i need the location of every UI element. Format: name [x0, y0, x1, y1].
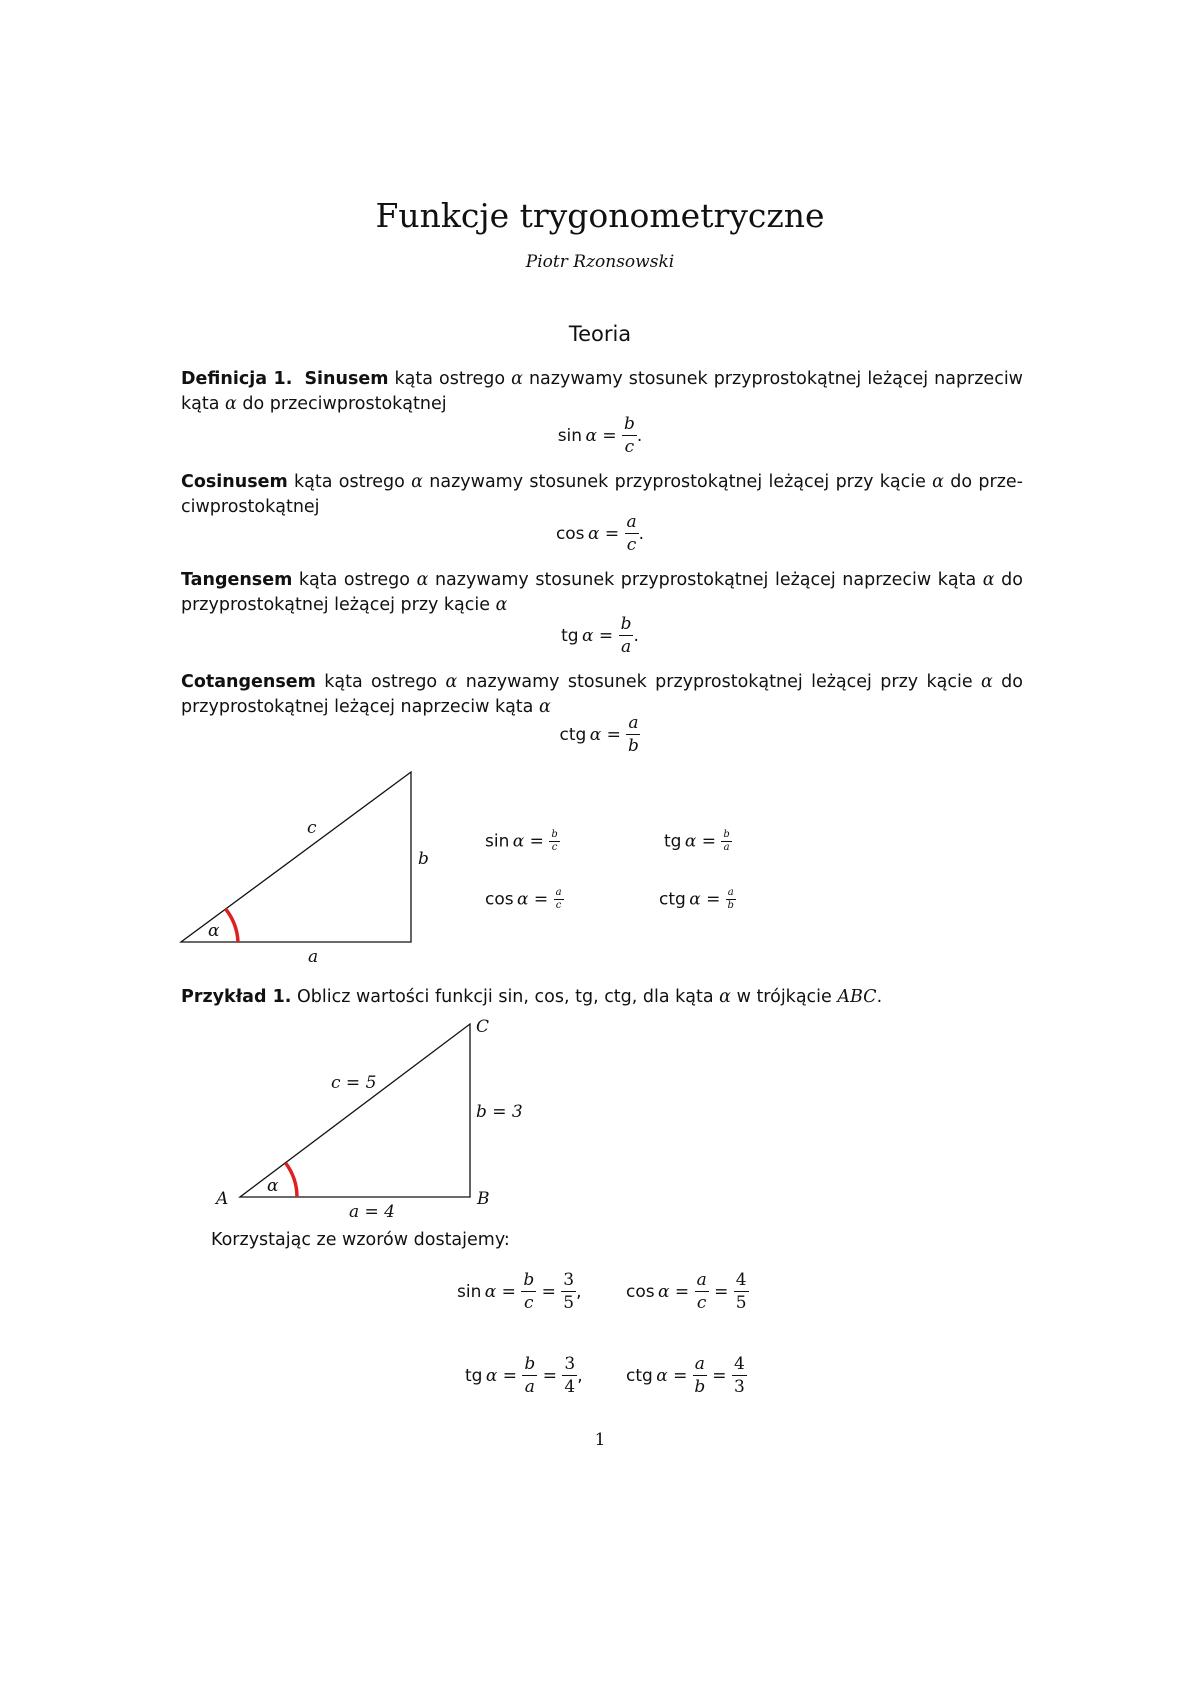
fraction — [549, 830, 559, 853]
triangle-2 — [214, 1017, 523, 1222]
text: kąta ostrego — [287, 472, 412, 492]
num: 3 — [563, 1270, 575, 1290]
den: c — [626, 535, 637, 555]
num: b — [620, 614, 632, 634]
text: kąta ostrego — [388, 369, 512, 389]
term-sinus: Sinusem — [304, 369, 389, 389]
num: b — [523, 1270, 535, 1290]
num: a — [727, 887, 734, 898]
summary-tg — [664, 830, 732, 853]
text: kąta ostrego — [315, 672, 446, 692]
num: a — [696, 1270, 707, 1290]
vertex-b: B — [477, 1189, 490, 1209]
term-tangens: Tangensem — [181, 570, 293, 590]
end: . — [638, 524, 645, 544]
den: b — [627, 736, 639, 756]
eq: = — [598, 626, 614, 646]
fraction — [521, 1272, 536, 1312]
fraction — [732, 1356, 747, 1396]
var: α — [656, 1366, 668, 1386]
result-ctg: ctg α = $\frac{a}{b}$ = $\frac{4}{3}$ — [626, 1354, 745, 1397]
den: a — [524, 1377, 535, 1397]
fraction — [693, 1356, 707, 1396]
alpha: α — [225, 394, 237, 414]
num: a — [628, 713, 639, 733]
page-number: 1 — [594, 1430, 606, 1450]
eq: = — [604, 524, 620, 544]
definition-label: Definicja 1. — [181, 369, 293, 389]
angle-arc — [286, 1163, 297, 1197]
summary-sin — [485, 830, 560, 853]
fn: tg — [561, 626, 579, 646]
fraction — [734, 1272, 749, 1312]
alpha: α — [538, 697, 551, 717]
text: Oblicz wartości funkcji sin, cos, tg, ctg, dla kąta — [291, 987, 720, 1007]
text: do przyprostokątnej leżącej naprzeciw kąta — [181, 672, 1023, 717]
num: b — [524, 1354, 536, 1374]
text: nazywamy stosunek przyprostokątnej leżącej przy kącie — [457, 672, 981, 692]
eq: = — [602, 426, 617, 446]
fn: sin — [457, 1282, 482, 1302]
author: Piotr Rzonsowski — [525, 252, 675, 272]
term-cosinus: Cosinusem — [181, 472, 288, 492]
text: kąta ostrego — [292, 570, 417, 590]
label-b: b — [418, 849, 429, 869]
var: α — [582, 626, 594, 646]
den: c — [555, 900, 562, 911]
label-a: a — [308, 947, 319, 967]
fraction — [522, 1356, 537, 1396]
alpha: α — [980, 672, 993, 692]
num: b — [624, 414, 635, 434]
num: a — [694, 1354, 705, 1374]
angle-arc — [226, 909, 238, 942]
vertex-c: C — [476, 1017, 490, 1037]
text: . — [876, 987, 883, 1007]
triangle-1 — [181, 772, 429, 967]
den: c — [696, 1293, 707, 1313]
den: 5 — [563, 1293, 575, 1313]
num: b — [723, 829, 730, 840]
num: b — [551, 829, 558, 840]
text: do przeciwprostokątnej — [236, 394, 447, 414]
alpha: α — [411, 472, 423, 492]
fraction — [695, 1272, 709, 1312]
end: . — [636, 426, 643, 446]
den: a — [620, 637, 632, 657]
eq: = — [529, 831, 544, 852]
eq: = — [706, 889, 721, 910]
text: do przyprostokątnej leżącej przy kącie — [181, 570, 1023, 615]
fn: cos — [485, 889, 514, 910]
var: α — [585, 426, 597, 446]
var: α — [587, 524, 600, 544]
fn: sin — [485, 831, 510, 852]
label-a-4: a = 4 — [349, 1202, 396, 1222]
num: 3 — [564, 1354, 576, 1374]
fraction — [721, 830, 731, 853]
text: w trójkącie — [731, 987, 838, 1007]
var: α — [484, 1282, 497, 1302]
den: b — [694, 1377, 706, 1397]
fn: tg — [465, 1366, 483, 1386]
fn: cos — [555, 524, 585, 544]
alpha: α — [511, 369, 523, 389]
fraction — [561, 1272, 576, 1312]
text: nazywamy stosunek przyprostokątnej leżącej naprzeciw kąta — [428, 570, 983, 590]
summary-ctg — [659, 888, 736, 911]
label-alpha: α — [267, 1176, 279, 1196]
example-intro: Korzystając ze wzorów dostajemy: — [211, 1230, 510, 1250]
eq: = — [606, 725, 621, 745]
label-b-3: b = 3 — [476, 1102, 523, 1122]
label-c-5: c = 5 — [331, 1073, 377, 1093]
var: α — [485, 1366, 498, 1386]
result-tg: tg α = $\frac{b}{a}$ = $\frac{3}{4}$ , — [465, 1354, 583, 1397]
document-title: Funkcje trygonometryczne — [375, 196, 825, 235]
var: α — [689, 889, 701, 910]
fn: tg — [664, 831, 682, 852]
section-title: Teoria — [568, 322, 632, 346]
triangle-2-shape — [240, 1024, 470, 1197]
text: do przeciwprostokątnej — [181, 472, 1023, 517]
fraction — [554, 888, 564, 911]
text: nazywamy stosunek przyprostokątnej leżącej naprzeciw kąta — [181, 369, 1023, 414]
var: α — [684, 831, 697, 852]
label-c: c — [307, 818, 317, 838]
summary-cos — [485, 888, 564, 911]
alpha: α — [932, 472, 944, 492]
alpha: α — [719, 987, 731, 1007]
den: c — [624, 437, 635, 457]
end: . — [633, 626, 639, 646]
fraction — [562, 1356, 577, 1396]
triangle-1-shape — [181, 772, 411, 942]
triangle-name: ABC — [837, 987, 877, 1007]
num: 4 — [733, 1354, 745, 1374]
alpha: α — [445, 672, 458, 692]
eq: = — [701, 831, 717, 852]
den: a — [723, 842, 730, 853]
result-cos: cos α = $\frac{a}{c}$ = $\frac{4}{5}$ — [626, 1270, 747, 1313]
den: 3 — [733, 1377, 745, 1397]
example-label: Przykład 1. — [181, 987, 292, 1007]
sep: , — [577, 1366, 583, 1386]
den: 4 — [564, 1377, 576, 1397]
fn: ctg — [626, 1366, 653, 1386]
fn: ctg — [559, 725, 587, 745]
fraction — [726, 888, 736, 911]
num: a — [626, 512, 637, 532]
var: α — [517, 889, 529, 910]
result-sin: sin α = $\frac{b}{c}$ = $\frac{3}{5}$ , — [457, 1270, 582, 1313]
alpha: α — [416, 570, 429, 590]
example-statement — [181, 985, 1023, 1010]
var: α — [512, 831, 525, 852]
den: c — [523, 1293, 534, 1313]
den: 5 — [735, 1293, 747, 1313]
alpha: α — [495, 595, 508, 615]
fn: cos — [626, 1282, 655, 1302]
alpha: α — [982, 570, 995, 590]
den: b — [727, 900, 734, 911]
fn: sin — [557, 426, 583, 446]
vertex-a: A — [216, 1189, 229, 1209]
den: c — [551, 842, 558, 853]
num: 4 — [735, 1270, 747, 1290]
num: a — [555, 887, 562, 898]
sep: , — [576, 1282, 582, 1302]
fn: ctg — [659, 889, 686, 910]
eq: = — [533, 889, 549, 910]
label-alpha: α — [208, 921, 220, 941]
text: nazywamy stosunek przyprostokątnej leżącej przy kącie — [422, 472, 933, 492]
var: α — [589, 725, 602, 745]
var: α — [658, 1282, 670, 1302]
term-cotangens: Cotangensem — [181, 672, 316, 692]
